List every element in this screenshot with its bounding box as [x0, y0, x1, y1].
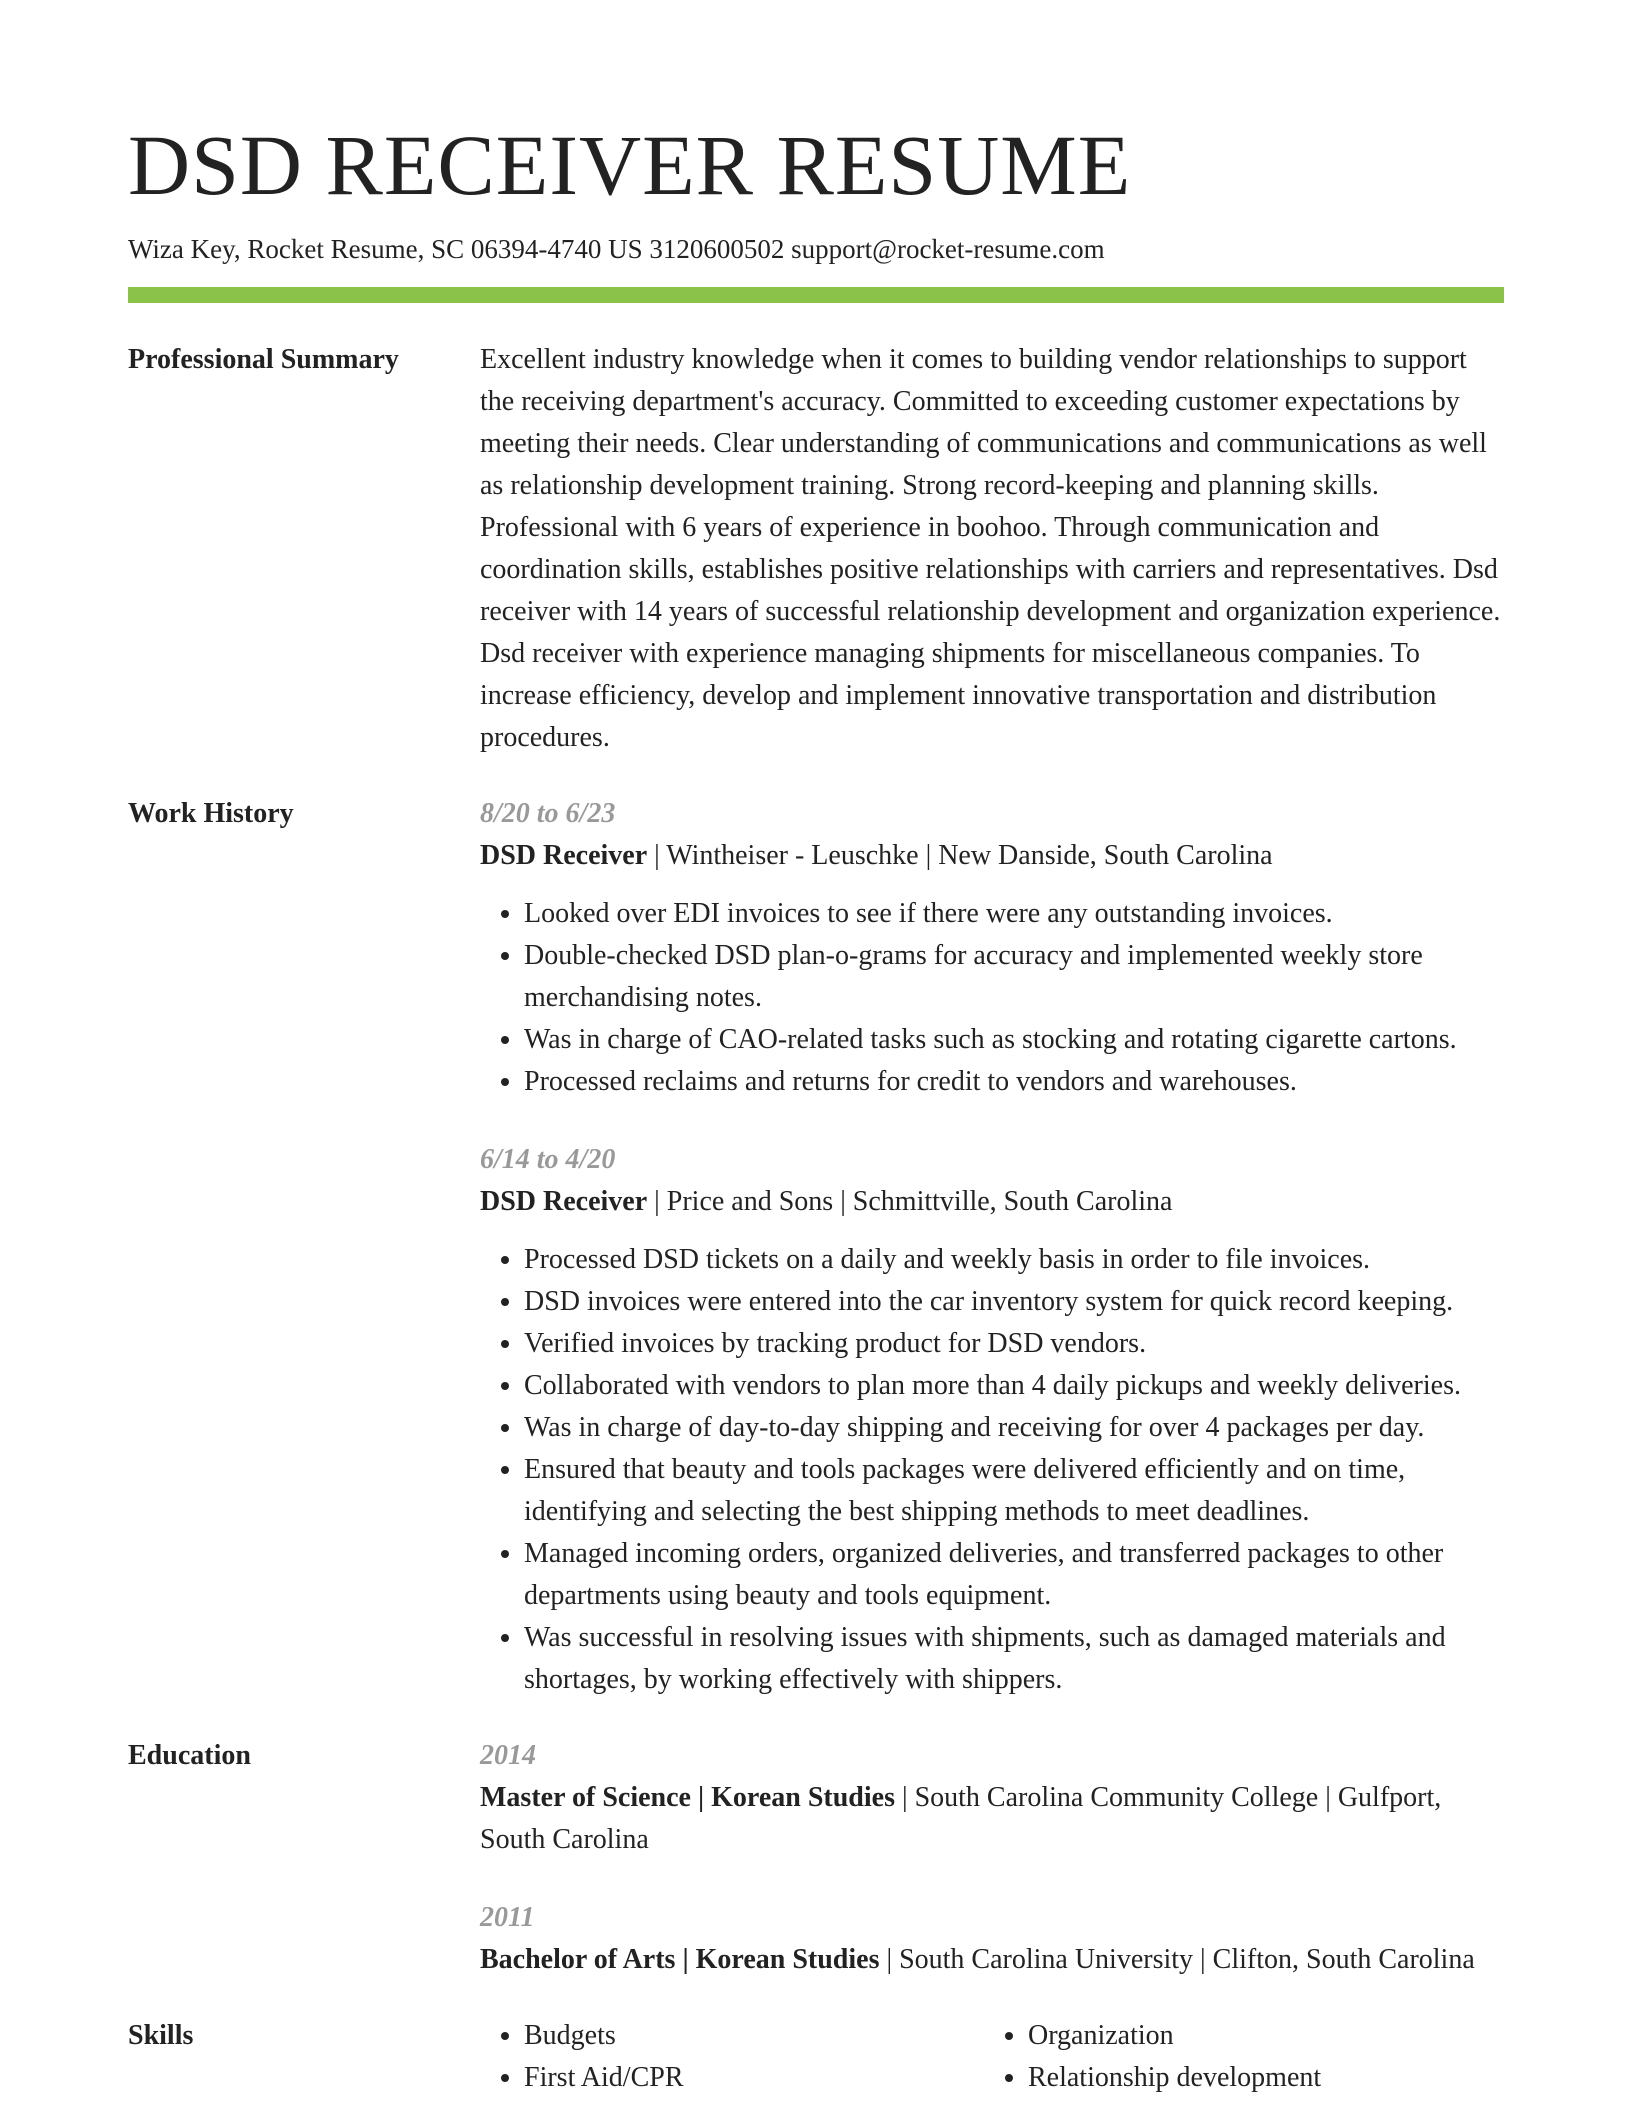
summary-heading: Professional Summary: [128, 344, 399, 376]
job-entry: [480, 1139, 1504, 1701]
skill-item: • Organization: [1028, 2015, 1504, 2057]
accent-divider: [128, 287, 1504, 303]
skills-list-right: [984, 2015, 1504, 2099]
contact-line: Wiza Key, Rocket Resume, SC 06394-4740 US 3120600502 support@rocket-resume.com: [128, 234, 1105, 264]
job-bullet: • Managed incoming orders, organized deliveries, and transferred packages to other departments using beauty and tools equipment.: [524, 1533, 1504, 1617]
job-bullet: • Looked over EDI invoices to see if there were any outstanding invoices.: [524, 893, 1504, 935]
education-date: 2011: [480, 1902, 535, 1934]
job-bullet: • Was in charge of CAO-related tasks such as stocking and rotating cigarette cartons.: [524, 1019, 1504, 1061]
work-history-heading: Work History: [128, 798, 294, 830]
job-bullet: • Verified invoices by tracking product for DSD vendors.: [524, 1323, 1504, 1365]
job-bullet: • Was in charge of day-to-day shipping and receiving for over 4 packages per day.: [524, 1407, 1504, 1449]
skill-item: • Budgets: [524, 2015, 984, 2057]
work-history-section: [128, 793, 1504, 1701]
school-location: | South Carolina Community College | Gulfport, South Carolina: [480, 1782, 1442, 1856]
job-date: 6/14 to 4/20: [480, 1144, 616, 1176]
job-date: 8/20 to 6/23: [480, 798, 616, 830]
job-bullet: • Double-checked DSD plan-o-grams for accuracy and implemented weekly store merchandising notes.: [524, 935, 1504, 1019]
skills-list-left: [480, 2015, 984, 2099]
education-line: [480, 1777, 1504, 1861]
education-entry: [480, 1735, 1504, 1861]
job-employer-location: | Wintheiser - Leuschke | New Danside, South Carolina: [647, 840, 1273, 872]
skills-heading: Skills: [128, 2020, 194, 2052]
summary-content: [480, 339, 1504, 759]
job-employer-location: | Price and Sons | Schmittville, South Carolina: [647, 1186, 1173, 1218]
degree-name: Bachelor of Arts | Korean Studies: [480, 1944, 880, 1976]
education-heading: Education: [128, 1740, 251, 1772]
education-date: 2014: [480, 1740, 536, 1772]
job-bullet: • Processed DSD tickets on a daily and weekly basis in order to file invoices.: [524, 1239, 1504, 1281]
summary-section: [128, 339, 1504, 759]
education-content: [480, 1735, 1504, 1981]
job-bullet: • DSD invoices were entered into the car inventory system for quick record keeping.: [524, 1281, 1504, 1323]
work-history-content: [480, 793, 1504, 1701]
job-entry: [480, 793, 1504, 1103]
skills-content: [480, 2015, 1504, 2099]
education-line: [480, 1939, 1504, 1981]
job-bullet: • Processed reclaims and returns for credit to vendors and warehouses.: [524, 1061, 1504, 1103]
job-bullets: [480, 893, 1504, 1103]
education-entry: [480, 1897, 1504, 1981]
job-role-line: [480, 1181, 1504, 1223]
skill-item: • Relationship development: [1028, 2057, 1504, 2099]
education-section: [128, 1735, 1504, 1981]
summary-text: Excellent industry knowledge when it comes to building vendor relationships to support the receiving department's accuracy. Committed to exceeding customer expectations by meeting their needs. Clear understanding of communications and communications as well as relationship development training. Strong record-keeping and planning skills. Professional with 6 years of experience in boohoo. Through communication and coordination skills, establishes positive relationships with carriers and representatives. Dsd receiver with 14 years of successful relationship development and organization experience. Dsd receiver with experience managing shipments for miscellaneous companies. To increase efficiency, develop and implement innovative transportation and distribution procedures.: [480, 344, 1501, 754]
job-bullet: • Ensured that beauty and tools packages were delivered efficiently and on time, identifying and selecting the best shipping methods to meet deadlines.: [524, 1449, 1504, 1533]
job-title: DSD Receiver: [480, 1186, 648, 1218]
job-title: DSD Receiver: [480, 840, 648, 872]
job-bullet: • Was successful in resolving issues with shipments, such as damaged materials and shortages, by working effectively with shippers.: [524, 1617, 1504, 1701]
resume-title: DSD RECEIVER RESUME: [128, 117, 1132, 213]
job-role-line: [480, 835, 1504, 877]
skill-item: • First Aid/CPR: [524, 2057, 984, 2099]
skills-section: [128, 2015, 1504, 2099]
job-bullets: [480, 1239, 1504, 1701]
degree-name: Master of Science | Korean Studies: [480, 1782, 895, 1814]
job-bullet: • Collaborated with vendors to plan more than 4 daily pickups and weekly deliveries.: [524, 1365, 1504, 1407]
school-location: | South Carolina University | Clifton, South Carolina: [879, 1944, 1475, 1976]
